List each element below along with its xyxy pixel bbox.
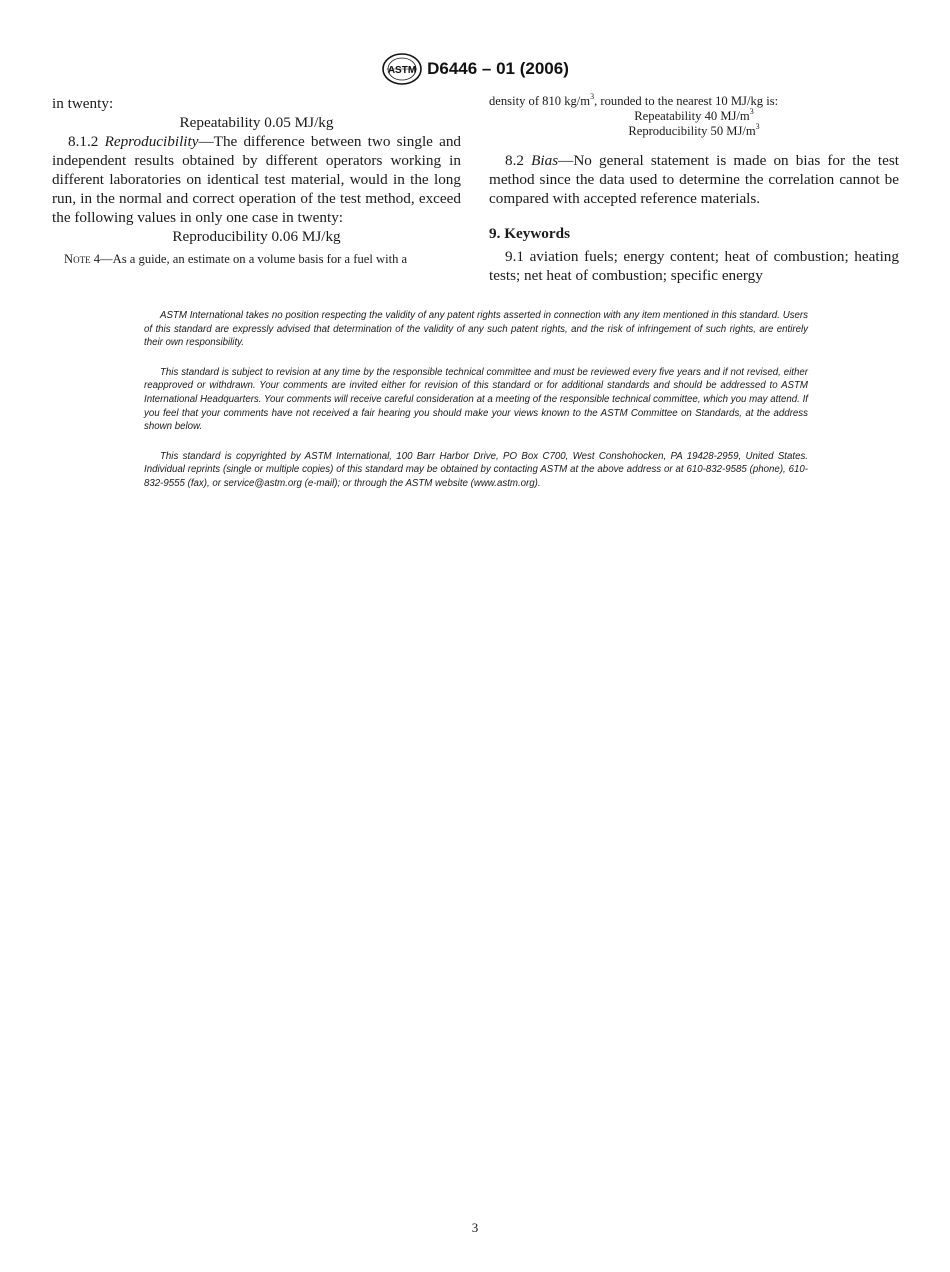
superscript: 3	[590, 92, 595, 101]
astm-logo-icon	[381, 52, 423, 86]
section-8-1-2	[52, 132, 461, 227]
logo-text: ASTM	[387, 65, 417, 76]
note-4-continued	[489, 94, 899, 109]
section-term: Reproducibility	[104, 133, 199, 150]
note-cont-text-end: , rounded to the nearest 10 MJ/kg is:	[594, 94, 779, 108]
revision-notice: This standard is subject to revision at any time by the responsible technical committee and must be reviewed every five years and if not revised, either reapproved or withdrawn. Your comments are invited either for revision of this standard or for additional standards and should be addressed to ASTM International Headquarters. Your comments will receive careful consideration at a meeting of the responsible technical committee, which you may attend. If you feel that your comments have not received a fair hearing you should make your views known to the ASTM Committee on Standards, at the address shown below.	[144, 366, 808, 433]
reproducibility-value: Reproducibility 0.06 MJ/kg	[172, 228, 341, 245]
note-text: —As a guide, an estimate on a volume basis for a fuel with a	[100, 252, 408, 266]
patent-notice: ASTM International takes no position respecting the validity of any patent rights asserted in connection with any item mentioned in this standard. Users of this standard are expressly advised that determination of the validity of any such patent rights, and the risk of infringement of such rights, are entirely their own responsibility.	[144, 310, 808, 349]
note-4	[52, 252, 461, 267]
left-column	[52, 94, 461, 267]
copyright-notice: This standard is copyrighted by ASTM International, 100 Barr Harbor Drive, PO Box C700, West Conshohocken, PA 19428-2959, United States. Individual reprints (single or multiple copies) of this standard may be obtained by contacting ASTM at the above address or at 610-832-9585 (phone), 610-832-9555 (fax), or service@astm.org (e-mail); or through the ASTM website (www.astm.org).	[144, 450, 808, 489]
superscript: 3	[749, 107, 754, 116]
section-text: —The difference between two single and independent results obtained by different operators working in different laboratories on identical test material, would in the long run, in the normal and correct operation of the test method, exceed the following values in only one case in twenty:	[52, 133, 462, 226]
repeatability-volume-text: Repeatability 40 MJ/m	[634, 109, 750, 123]
in-twenty-line: in twenty:	[52, 95, 114, 112]
section-number: 8.1.2	[68, 133, 105, 150]
repeatability-volume	[489, 109, 899, 124]
page-number: 3	[471, 1220, 479, 1235]
note-label: Note 4	[64, 252, 101, 266]
section-8-2	[489, 151, 899, 208]
page-header	[0, 52, 950, 86]
reproducibility-volume	[489, 124, 899, 139]
note-cont-text: density of 810 kg/m	[489, 94, 591, 108]
section-text: —No general statement is made on bias for the test method since the data used to determine the correlation cannot be compared with accepted reference materials.	[489, 152, 899, 207]
section-9-1: 9.1 aviation fuels; energy content; heat of combustion; heating tests; net heat of combustion; specific energy	[489, 248, 899, 284]
section-9-heading: 9. Keywords	[489, 225, 570, 242]
repeatability-value: Repeatability 0.05 MJ/kg	[179, 114, 334, 131]
right-column	[489, 94, 899, 285]
superscript: 3	[755, 122, 760, 131]
standard-designation: D6446 – 01 (2006)	[427, 59, 569, 78]
footer-notices	[144, 309, 808, 507]
section-term: Bias	[531, 152, 559, 169]
section-number: 8.2	[505, 152, 532, 169]
reproducibility-volume-text: Reproducibility 50 MJ/m	[628, 124, 756, 138]
